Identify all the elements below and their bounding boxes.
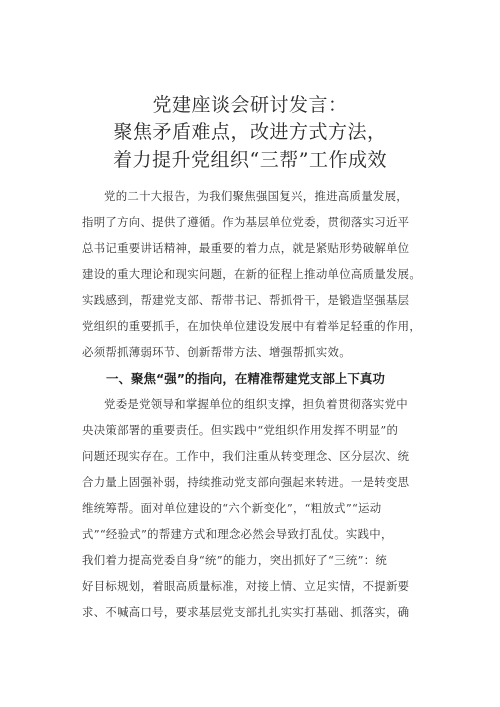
body-line: 问题还现实存在。工作中，我们注重从转变理念、区分层次、统: [82, 449, 410, 463]
body-line: 央决策部署的重要责任。但实践中“党组织作用发挥不明显”的: [82, 423, 399, 437]
body-line: 式”“经验式”的帮建方式和理念必然会导致打乱仗。实践中，: [82, 527, 393, 541]
body-line: 总书记重要讲话精神，最重要的着力点，就是紧贴形势破解单位: [82, 241, 410, 255]
document-title-line-2: 聚焦矛盾难点，改进方式方法，: [113, 121, 387, 143]
body-line: 合力量上固强补弱，持续推动党支部向强起来转进。一是转变思: [82, 475, 410, 489]
body-line: 党组织的重要抓手，在加快单位建设发展中有着举足轻重的作用，: [82, 319, 422, 333]
body-line: 求、不喊高口号，要求基层党支部扎扎实实打基础、抓落实，确: [82, 605, 410, 619]
body-line: 必须帮抓薄弱环节、创新帮带方法、增强帮抓实效。: [82, 345, 351, 359]
section-heading: 一、聚焦“强”的指向，在精准帮建党支部上下真功: [106, 371, 385, 386]
body-line: 我们着力提高党委自身“统”的能力，突出抓好了“三统”：统: [82, 553, 388, 567]
document-title-line-3: 着力提升党组织“三帮”工作成效: [113, 149, 387, 171]
body-line: 实践感到，帮建党支部、帮带书记、帮抓骨干，是锻造坚强基层: [82, 293, 410, 307]
body-line: 指明了方向、提供了遵循。作为基层单位党委，贯彻落实习近平: [82, 215, 410, 229]
document-title-line-1: 党建座谈会研讨发言：: [152, 94, 348, 116]
body-line: 党的二十大报告，为我们聚焦强国复兴，推进高质量发展，: [104, 189, 408, 203]
body-line: 建设的重大理论和现实问题，在新的征程上推动单位高质量发展。: [82, 267, 422, 281]
body-line: 好目标规划，着眼高质量标准，对接上情、立足实情，不提新要: [82, 579, 410, 593]
body-line: 维统筹帮。面对单位建设的“六个新变化”，“粗放式”“运动: [82, 501, 382, 515]
body-line: 党委是党领导和掌握单位的组织支撑，担负着贯彻落实党中: [104, 397, 408, 411]
